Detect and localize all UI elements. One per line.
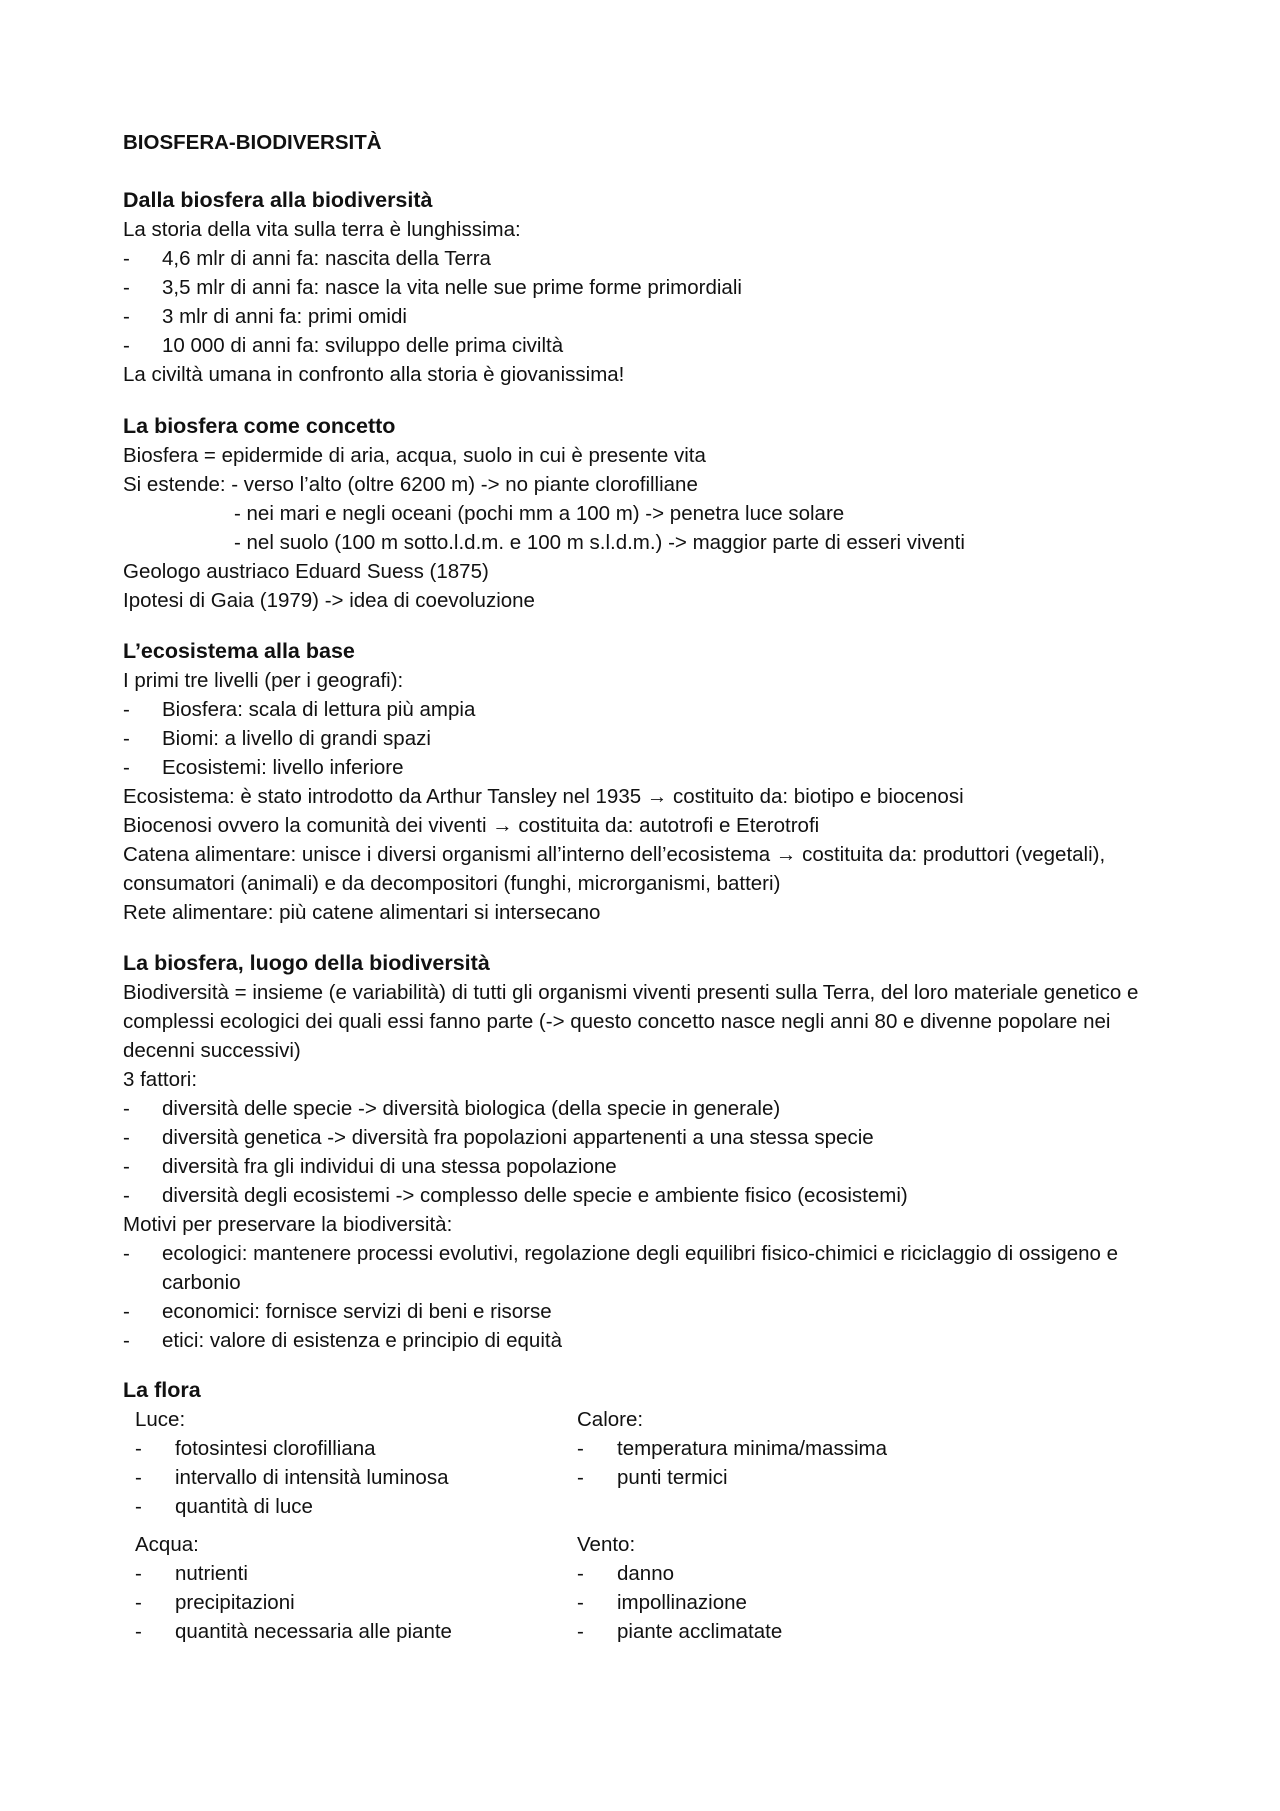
paragraph: La storia della vita sulla terra è lunghissima: [123, 218, 521, 241]
list-item: - Ecosistemi: livello inferiore [123, 753, 1183, 782]
paragraph: Ipotesi di Gaia (1979) -> idea di coevoluzione [123, 589, 535, 612]
list-item: - 4,6 mlr di anni fa: nascita della Terra [123, 244, 1183, 273]
section-biodiversita [123, 949, 1183, 1355]
list-item: - quantità necessaria alle piante [135, 1617, 575, 1646]
list-item: - diversità delle specie -> diversità biologica (della specie in generale) [123, 1094, 1183, 1123]
list-item: - Biosfera: scala di lettura più ampia [123, 695, 1183, 724]
list-item: - temperatura minima/massima [577, 1434, 1017, 1463]
indented-line: - nei mari e negli oceani (pochi mm a 100 m) -> penetra luce solare [234, 502, 845, 525]
paragraph: Ecosistema: è stato introdotto da Arthur Tansley nel 1935 → costituito da: biotipo e biocenosi [123, 785, 964, 808]
paragraph: Catena alimentare: unisce i diversi organismi all’interno dell’ecosistema → costituita da: produttori (vegetali), consumatori (animali) e da decompositori (funghi, microrganismi, batteri) [123, 843, 1106, 895]
paragraph: I primi tre livelli (per i geografi): [123, 669, 404, 692]
list-item: - impollinazione [577, 1588, 1017, 1617]
list-item: - ecologici: mantenere processi evolutivi, regolazione degli equilibri fisico-chimici e riciclaggio di ossigeno e carbonio [123, 1239, 1183, 1297]
section-heading: La biosfera come concetto [123, 414, 396, 438]
paragraph: Biosfera = epidermide di aria, acqua, suolo in cui è presente vita [123, 444, 706, 467]
list-item: - intervallo di intensità luminosa [135, 1463, 575, 1492]
list-item: - etici: valore di esistenza e principio di equità [123, 1326, 1183, 1355]
list-item: - Biomi: a livello di grandi spazi [123, 724, 1183, 753]
block-label: Acqua: [135, 1533, 199, 1556]
paragraph: Rete alimentare: più catene alimentari si intersecano [123, 901, 601, 924]
document-title: BIOSFERA-BIODIVERSITÀ [123, 131, 382, 154]
flora-block-vento [577, 1530, 1017, 1646]
block-label: Calore: [577, 1408, 644, 1431]
list-item: - diversità degli ecosistemi -> complesso delle specie e ambiente fisico (ecosistemi) [123, 1181, 1183, 1210]
flora-block-luce [135, 1405, 575, 1521]
list-item: - piante acclimatate [577, 1617, 1017, 1646]
section-ecosistema [123, 637, 1183, 927]
list-item: - 3 mlr di anni fa: primi omidi [123, 302, 1183, 331]
paragraph: Geologo austriaco Eduard Suess (1875) [123, 560, 489, 583]
list-item: - precipitazioni [135, 1588, 575, 1617]
list-item: - diversità genetica -> diversità fra popolazioni appartenenti a una stessa specie [123, 1123, 1183, 1152]
list-item: - nutrienti [135, 1559, 575, 1588]
section-biosfera-concetto [123, 412, 1183, 615]
flora-block-calore [577, 1405, 1017, 1492]
flora-block-acqua [135, 1530, 575, 1646]
list-item: - 3,5 mlr di anni fa: nasce la vita nelle sue prime forme primordiali [123, 273, 1183, 302]
list-item: - fotosintesi clorofilliana [135, 1434, 575, 1463]
paragraph: Biocenosi ovvero la comunità dei viventi → costituita da: autotrofi e Eterotrofi [123, 814, 820, 837]
block-label: Luce: [135, 1408, 186, 1431]
list-item: - danno [577, 1559, 1017, 1588]
section-heading: La flora [123, 1378, 201, 1402]
section-dalla-biosfera [123, 186, 1183, 389]
list-item: - diversità fra gli individui di una stessa popolazione [123, 1152, 1183, 1181]
section-flora [123, 1376, 1183, 1643]
paragraph: Motivi per preservare la biodiversità: [123, 1213, 453, 1236]
block-label: Vento: [577, 1533, 636, 1556]
paragraph: Si estende: - verso l’alto (oltre 6200 m) -> no piante clorofilliane [123, 473, 698, 496]
list-item: - punti termici [577, 1463, 1017, 1492]
list-item: - quantità di luce [135, 1492, 575, 1521]
indented-line: - nel suolo (100 m sotto.l.d.m. e 100 m s.l.d.m.) -> maggior parte di esseri viventi [234, 531, 965, 554]
list-item: - 10 000 di anni fa: sviluppo delle prima civiltà [123, 331, 1183, 360]
list-item: - economici: fornisce servizi di beni e risorse [123, 1297, 1183, 1326]
section-heading: L’ecosistema alla base [123, 639, 355, 663]
paragraph: 3 fattori: [123, 1068, 198, 1091]
paragraph: Biodiversità = insieme (e variabilità) di tutti gli organismi viventi presenti sulla Terra, del loro materiale genetico e complessi ecologici dei quali essi fanno parte (-> questo concetto nasce negli anni 80 e divenne popolare nei decenni successivi) [123, 981, 1139, 1062]
section-heading: Dalla biosfera alla biodiversità [123, 188, 433, 212]
paragraph: La civiltà umana in confronto alla storia è giovanissima! [123, 363, 625, 386]
section-heading: La biosfera, luogo della biodiversità [123, 951, 490, 975]
